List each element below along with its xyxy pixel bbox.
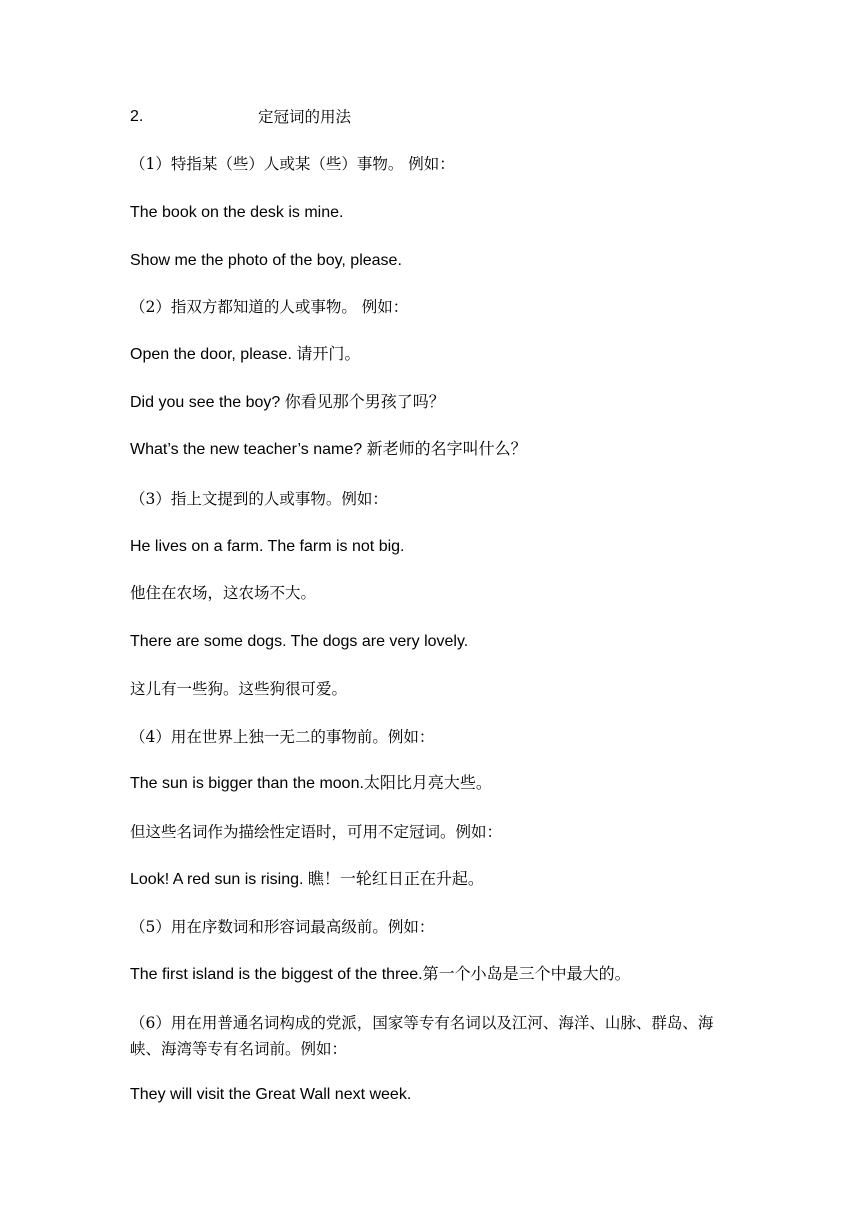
rule-4-note: 但这些名词作为描绘性定语时，可用不定冠词。例如： — [130, 823, 503, 841]
rule-3-heading: （3）指上文提到的人或事物。例如： — [130, 490, 388, 508]
section-title: 定冠词的用法 — [258, 108, 352, 126]
example-translation: 这儿有一些狗。这些狗很可爱。 — [130, 680, 348, 698]
rule-5-heading: （5）用在序数词和形容词最高级前。例如： — [130, 918, 435, 936]
example-sentence: Look! A red sun is rising. 瞧！一轮红日正在升起。 — [130, 871, 484, 888]
example-sentence: Open the door, please. 请开门。 — [130, 346, 361, 363]
example-sentence: The book on the desk is mine. — [130, 204, 344, 221]
example-sentence: They will visit the Great Wall next week. — [130, 1086, 412, 1103]
example-sentence: Did you see the boy? 你看见那个男孩了吗？ — [130, 394, 445, 411]
example-sentence: Show me the photo of the boy, please. — [130, 252, 402, 269]
example-sentence: There are some dogs. The dogs are very lovely. — [130, 633, 469, 650]
example-sentence: The first island is the biggest of the three.第一个小岛是三个中最大的。 — [130, 966, 631, 983]
rule-4-heading: （4）用在世界上独一无二的事物前。例如： — [130, 728, 435, 746]
rule-1-heading: （1）特指某（些）人或某（些）事物。 例如： — [130, 155, 455, 173]
rule-6-heading: （6）用在用普通名词构成的党派，国家等专有名词以及江河、海洋、山脉、群岛、海峡、海湾等专有名词前。例如： — [130, 1014, 714, 1058]
rule-2-heading: （2）指双方都知道的人或事物。 例如： — [130, 298, 409, 316]
example-translation: 他住在农场，这农场不大。 — [130, 584, 317, 602]
section-number: 2. — [130, 108, 144, 125]
example-sentence: He lives on a farm. The farm is not big. — [130, 538, 405, 555]
example-sentence: What’s the new teacher’s name? 新老师的名字叫什么？ — [130, 441, 527, 458]
example-sentence: The sun is bigger than the moon.太阳比月亮大些。 — [130, 775, 492, 792]
